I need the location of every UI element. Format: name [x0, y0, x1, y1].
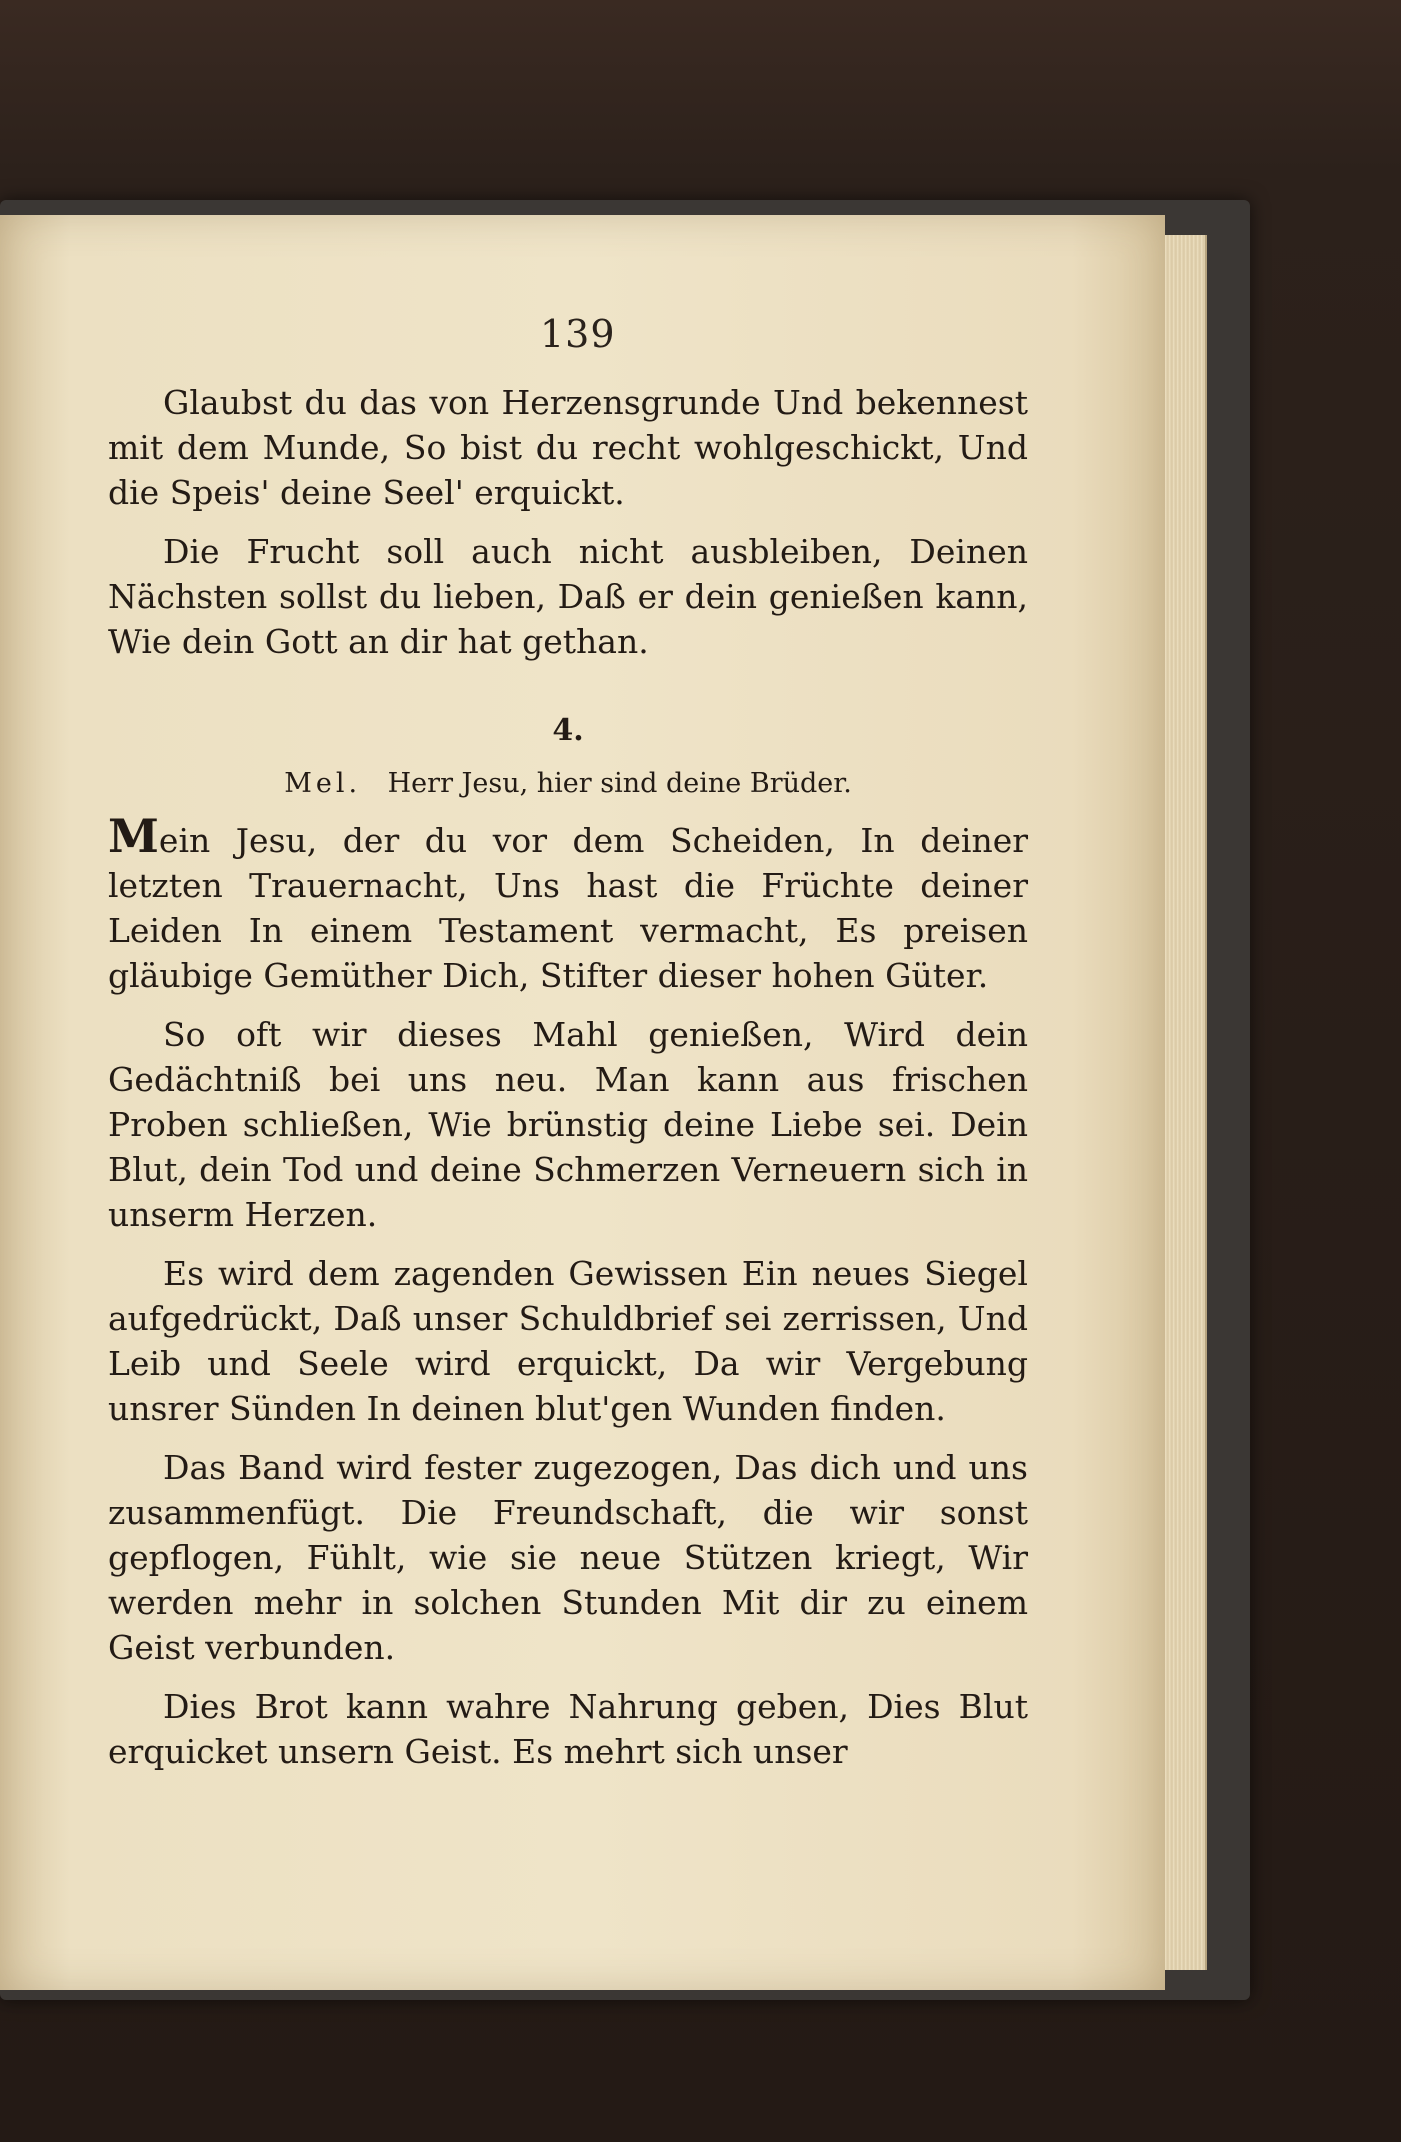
paragraph: Die Frucht soll auch nicht ausbleiben, Deinen Nächsten sollst du lieben, Daß er dein genießen kann, Wie dein Gott an dir hat gethan. — [108, 532, 1028, 661]
paragraph: Glaubst du das von Herzensgrunde Und bekennest mit dem Munde, So bist du recht wohlgeschickt, Und die Speis' deine Seel' erquickt. — [108, 383, 1028, 512]
paragraph: So oft wir dieses Mahl genießen, Wird dein Gedächtniß bei uns neu. Man kann aus frischen Proben schließen, Wie brünstig deine Liebe sei. Dein Blut, dein Tod und deine Schmerzen Verneuern sich in unserm Herzen. — [108, 1015, 1028, 1234]
paragraph: Es wird dem zagenden Gewissen Ein neues Siegel aufgedrückt, Daß unser Schuldbrief sei zerrissen, Und Leib und Seele wird erquickt, Da wir Vergebung unsrer Sünden In deinen blut'gen Wunden finden. — [108, 1254, 1028, 1428]
melody-text: Herr Jesu, hier sind deine Brüder. — [387, 768, 852, 799]
paragraph — [108, 809, 1028, 998]
paragraph-text: ein Jesu, der du vor dem Scheiden, In deiner letzten Trauernacht, Uns hast die Früchte deiner Leiden In einem Testament vermacht, Es preisen gläubige Gemüther Dich, Stifter dieser hohen Güter. — [108, 821, 1028, 995]
melody-label: Mel. — [284, 768, 362, 799]
page-number: 139 — [540, 312, 616, 356]
hymn-number: 4. — [552, 713, 584, 748]
paragraph: Das Band wird fester zugezogen, Das dich und uns zusammenfügt. Die Freundschaft, die wir sonst gepflogen, Fühlt, wie sie neue Stützen kriegt, Wir werden mehr in solchen Stunden Mit dir zu einem Geist verbunden. — [108, 1448, 1028, 1667]
paragraph: Dies Brot kann wahre Nahrung geben, Dies Blut erquicket unsern Geist. Es mehrt sich unser — [108, 1687, 1028, 1771]
melody-line — [108, 761, 1028, 806]
drop-cap: M — [108, 809, 159, 863]
page-text — [108, 380, 1028, 1774]
